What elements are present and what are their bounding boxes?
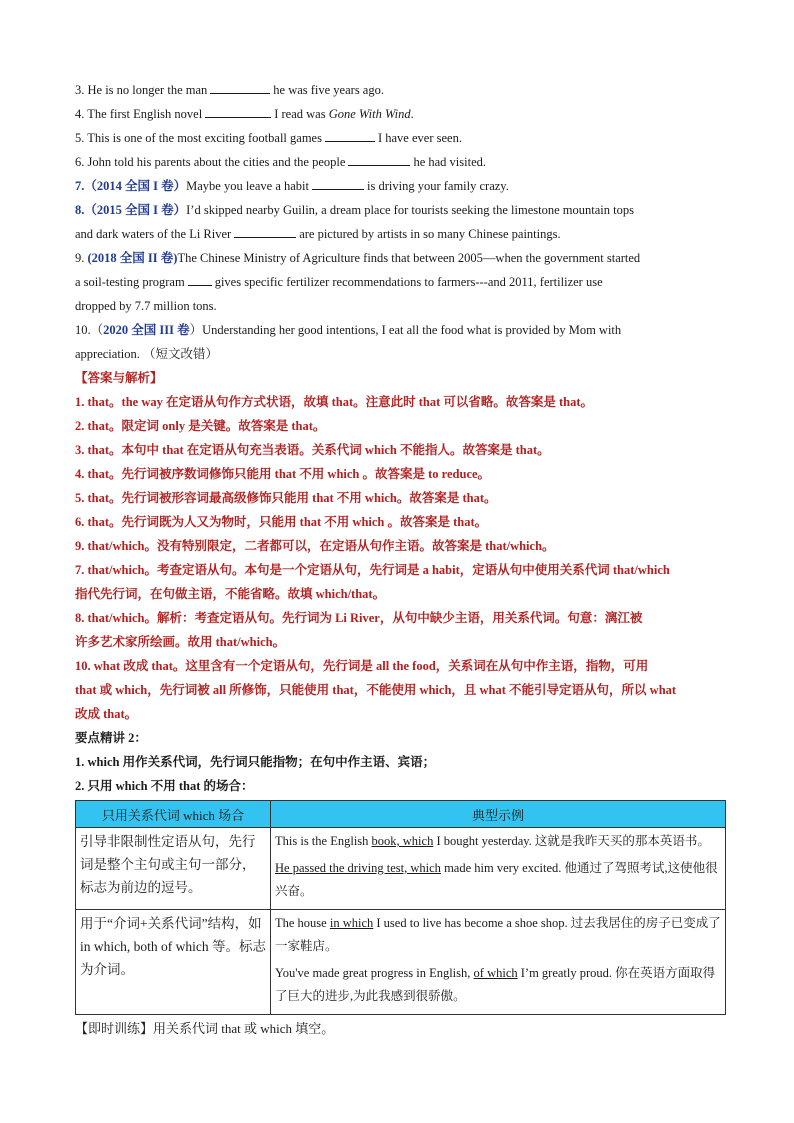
answer-item: 6. that。先行词既为人又为物时，只能用 that 不用 which 。故答案是 that。 [75, 515, 488, 529]
question-text: Understanding her good intentions, I eat all the food what is provided by Mom with [202, 323, 622, 337]
section-point: 2. 只用 which 不用 that 的场合： [75, 779, 254, 793]
section-title: 要点精讲 2： [75, 731, 147, 745]
example-sentence [275, 912, 721, 958]
answer-blank[interactable] [312, 177, 364, 190]
practice-instruction: 【即时训练】用关系代词 that 或 which 填空。 [75, 1021, 335, 1036]
question-10-cont [75, 342, 720, 366]
example-underlined: book, which [371, 834, 434, 848]
answer-blank[interactable] [348, 153, 410, 166]
table-cell-usage: 用于“介词+关系代词”结构，如 in which, both of which 等。标志为介词。 [76, 910, 271, 1015]
answer-item: that 或 which，先行词被 all 所修饰，只能使用 that，不能使用 which，且 what 不能引导定语从句，所以 what [75, 683, 677, 697]
answer-item: 4. that。先行词被序数词修饰只能用 that 不用 which 。故答案是 to reduce。 [75, 467, 491, 481]
answer-item: 3. that。本句中 that 在定语从句充当表语。关系代词 which 不能指人。故答案是 that。 [75, 443, 550, 457]
question-text: and dark waters of the Li River [75, 227, 232, 241]
table-cell-usage: 引导非限制性定语从句，先行词是整个主句或主句一部分，标志为前边的逗号。 [76, 828, 271, 910]
question-text: He is no longer the man [87, 83, 208, 97]
document-page [75, 78, 720, 1041]
question-text: This is one of the most exciting football games [87, 131, 322, 145]
answer-blank[interactable] [210, 81, 270, 94]
question-text: he was five years ago. [273, 83, 384, 97]
example-underlined: of which [473, 966, 518, 980]
question-text: I’d skipped nearby Guilin, a dream place for tourists seeking the limestone mountain tops [186, 203, 634, 217]
question-8 [75, 198, 720, 222]
answers-heading: 【答案与解析】 [75, 371, 163, 385]
question-10 [75, 318, 720, 342]
example-text: The house [275, 916, 330, 930]
question-8-cont [75, 222, 720, 246]
answer-item: 5. that。先行词被形容词最高级修饰只能用 that 不用 which。故答案是 that。 [75, 491, 497, 505]
question-number: 4. [75, 107, 85, 121]
question-text: The first English novel [87, 107, 203, 121]
answer-blank[interactable] [325, 129, 375, 142]
table-header-row [76, 801, 726, 828]
answer-blank[interactable] [234, 225, 296, 238]
table-row [76, 910, 726, 1015]
answer-item: 指代先行词，在句做主语，不能省略。故填 which/that。 [75, 587, 386, 601]
question-text: appreciation. （短文改错） [75, 347, 219, 361]
example-sentence [275, 857, 721, 903]
table-header-cell: 典型示例 [271, 801, 726, 828]
answer-blank[interactable] [205, 105, 271, 118]
question-9-cont [75, 270, 720, 294]
example-sentence [275, 830, 721, 853]
question-7 [75, 174, 720, 198]
answer-item: 1. that。the way 在定语从句作方式状语，故填 that。注意此时 that 可以省略。故答案是 that。 [75, 395, 594, 409]
exam-source-tag: 2020 全国 III 卷 [103, 323, 190, 337]
exam-source-tag: 8.（2015 全国 I 卷） [75, 203, 187, 217]
example-sentence [275, 962, 721, 1008]
example-text: I bought yesterday. 这就是我昨天买的那本英语书。 [433, 834, 710, 848]
question-text: . [410, 107, 414, 121]
table-row [76, 828, 726, 910]
question-number: 6. [75, 155, 85, 169]
question-number: 10.（ [75, 323, 104, 337]
exam-source-tag: (2018 全国 II 卷) [87, 251, 178, 265]
answer-item: 8. that/which。解析：考查定语从句。先行词为 Li River，从句中缺少主语，用关系代词。句意：漓江被 [75, 611, 643, 625]
example-text: made him very excited. 他通过了驾照考试,这使他很兴奋。 [275, 861, 718, 898]
question-number: 9. [75, 251, 85, 265]
question-5 [75, 126, 720, 150]
question-9-cont2 [75, 294, 720, 318]
question-3 [75, 78, 720, 102]
question-text: a soil-testing program [75, 275, 185, 289]
table-header-cell: 只用关系代词 which 场合 [76, 801, 271, 828]
table-cell-examples [271, 828, 726, 910]
exam-source-tag: 7.（2014 全国 I 卷） [75, 179, 187, 193]
question-4 [75, 102, 720, 126]
question-text: gives specific fertilizer recommendations to farmers---and 2011, fertilizer use [214, 275, 603, 289]
answer-item: 改成 that。 [75, 707, 138, 721]
question-text: I read was [274, 107, 326, 121]
example-text: I’m greatly proud. 你在英语方面取得了巨大的进步,为此我感到很骄傲。 [275, 966, 716, 1003]
example-underlined: He passed the driving test, which [275, 861, 441, 875]
question-text: I have ever seen. [377, 131, 462, 145]
example-text: I used to live has become a shoe shop. 过去我居住的房子已变成了一家鞋店。 [275, 916, 721, 953]
question-text: John told his parents about the cities and the people [87, 155, 346, 169]
question-text: is driving your family crazy. [367, 179, 509, 193]
question-text: Maybe you leave a habit [186, 179, 309, 193]
table-cell-examples [271, 910, 726, 1015]
answer-blank[interactable] [188, 273, 212, 286]
section-point: 1. which 用作关系代词，先行词只能指物；在句中作主语、宾语； [75, 755, 436, 769]
question-6 [75, 150, 720, 174]
answer-item: 许多艺术家所绘画。故用 that/which。 [75, 635, 286, 649]
question-text: he had visited. [413, 155, 486, 169]
novel-title: Gone With Wind [328, 107, 411, 121]
example-underlined: in which [329, 916, 374, 930]
example-text: You've made great progress in English, [275, 966, 474, 980]
question-9 [75, 246, 720, 270]
question-number: 3. [75, 83, 85, 97]
question-text: are pictured by artists in so many Chinese paintings. [299, 227, 561, 241]
answer-item: 7. that/which。考查定语从句。本句是一个定语从句，先行词是 a habit，定语从句中使用关系代词 that/which [75, 563, 670, 577]
question-text: dropped by 7.7 million tons. [75, 299, 217, 313]
question-number: 5. [75, 131, 85, 145]
question-text: The Chinese Ministry of Agriculture finds that between 2005—when the government started [177, 251, 641, 265]
answer-item: 9. that/which。没有特别限定，二者都可以，在定语从句作主语。故答案是 that/which。 [75, 539, 555, 553]
answer-item: 10. what 改成 that。这里含有一个定语从句，先行词是 all the food，关系词在从句中作主语，指物，可用 [75, 659, 649, 673]
question-number: ） [189, 323, 203, 337]
which-usage-table [75, 800, 726, 1015]
example-text: This is the English [275, 834, 372, 848]
answer-item: 2. that。限定词 only 是关键。故答案是 that。 [75, 419, 326, 433]
